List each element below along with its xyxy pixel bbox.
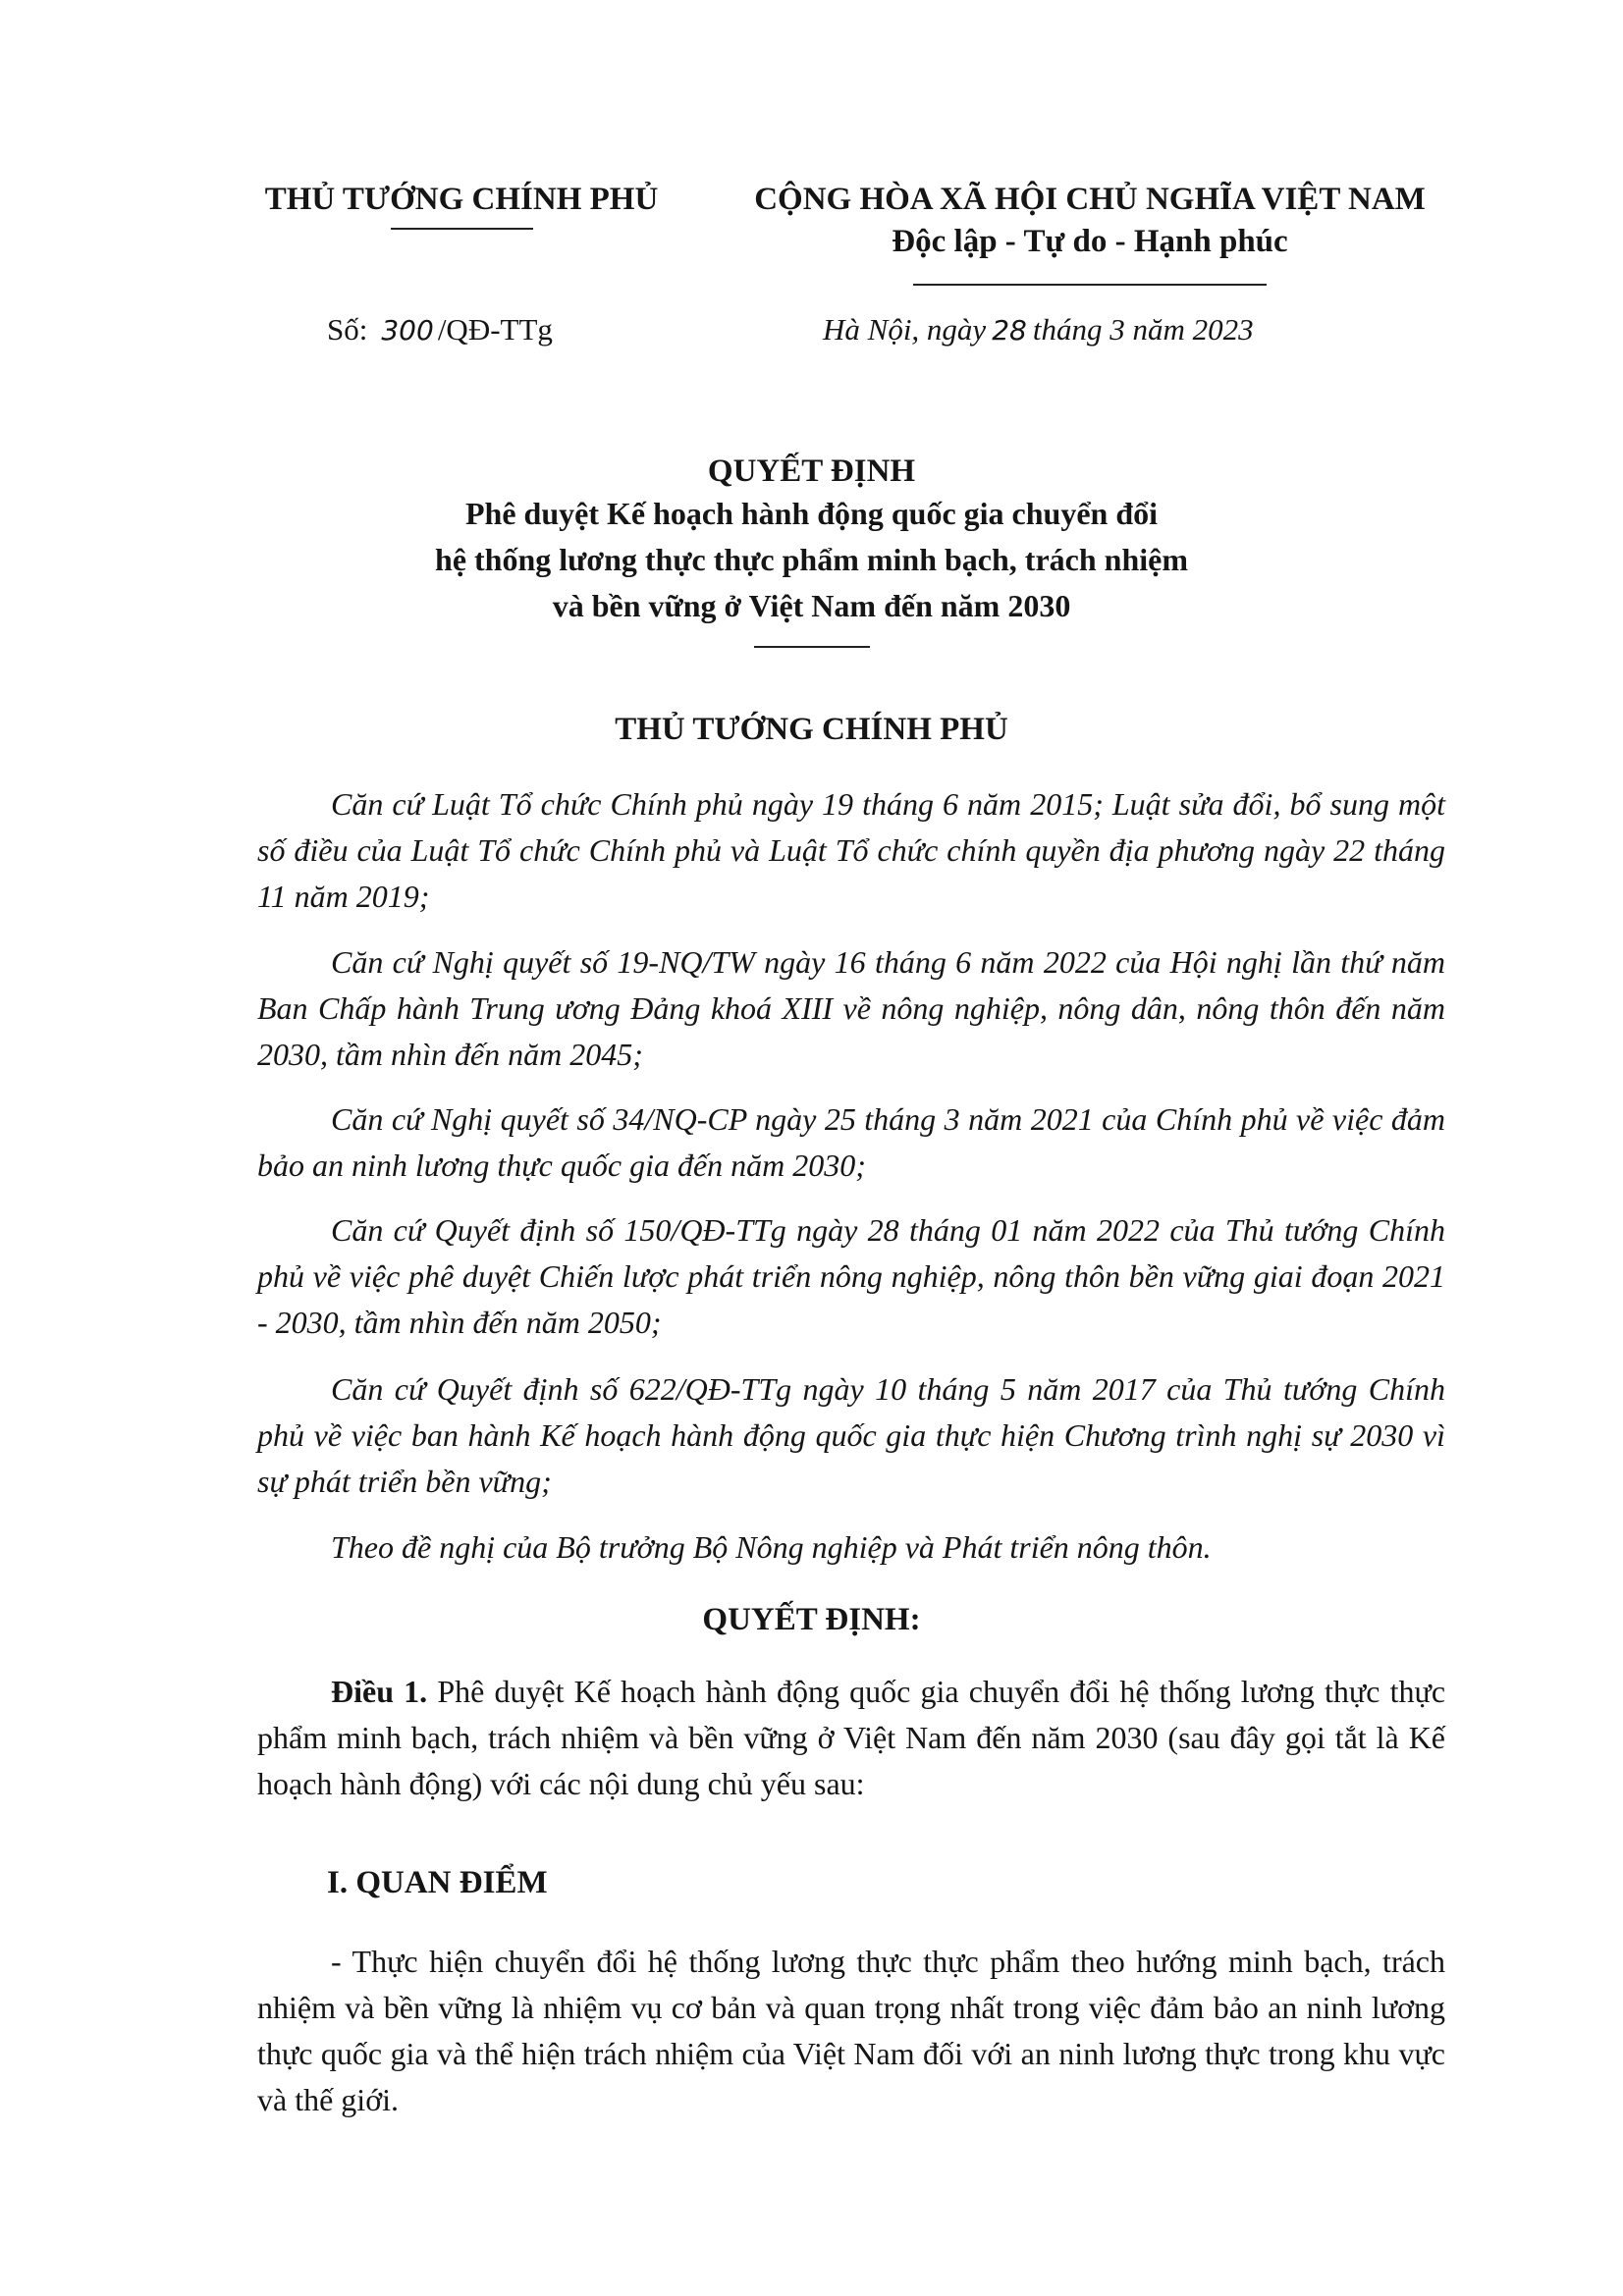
national-motto: Độc lập - Tự do - Hạnh phúc — [892, 224, 1288, 259]
number-suffix: /QĐ-TTg — [437, 312, 553, 347]
article-label: Điều 1. — [331, 1674, 428, 1709]
recital-5 — [257, 1366, 1445, 1505]
bullet-paragraph — [257, 1939, 1445, 2123]
recital-4 — [257, 1207, 1445, 1346]
date-suffix: tháng 3 năm 2023 — [1032, 312, 1254, 347]
date-day-handwritten: 28 — [992, 314, 1027, 347]
document-type: QUYẾT ĐỊNH — [707, 454, 916, 489]
date-prefix: Hà Nội, ngày — [823, 312, 987, 347]
issuing-agency-block — [241, 182, 682, 230]
country-name: CỘNG HÒA XÃ HỘI CHỦ NGHĨA VIỆT NAM — [754, 182, 1426, 217]
recital-6 — [257, 1524, 1445, 1571]
bullet-text: - Thực hiện chuyển đổi hệ thống lương thực thực phẩm theo hướng minh bạch, trách nhiệm và bền vững là nhiệm vụ cơ bản và quan trọng nhất trong việc đảm bảo an ninh lương thực quốc gia và thể hiện trách nhiệm của Việt Nam đối với an ninh lương thực trong khu vực và thế giới. — [257, 1944, 1445, 2117]
decision-heading: QUYẾT ĐỊNH: — [702, 1602, 921, 1637]
title-line-2: hệ thống lương thực thực phẩm minh bạch, trách nhiệm — [435, 542, 1188, 577]
recital-text: Căn cứ Luật Tổ chức Chính phủ ngày 19 tháng 6 năm 2015; Luật sửa đổi, bổ sung một số điều của Luật Tổ chức Chính phủ và Luật Tổ chức chính quyền địa phương ngày 22 tháng 11 năm 2019; — [257, 786, 1445, 914]
recital-text: Căn cứ Nghị quyết số 19-NQ/TW ngày 16 tháng 6 năm 2022 của Hội nghị lần thứ năm Ban Chấp hành Trung ương Đảng khoá XIII về nông nghiệp, nông dân, nông thôn đến năm 2030, tầm nhìn đến năm 2045; — [257, 944, 1445, 1072]
article-text: Phê duyệt Kế hoạch hành động quốc gia chuyển đổi hệ thống lương thực thực phẩm minh bạch, trách nhiệm và bền vững ở Việt Nam đến năm 2030 (sau đây gọi tắt là Kế hoạch hành động) với các nội dung chủ yếu sau: — [257, 1674, 1446, 1801]
title-underline — [754, 646, 870, 648]
recital-text: Căn cứ Quyết định số 150/QĐ-TTg ngày 28 tháng 01 năm 2022 của Thủ tướng Chính phủ về việc phê duyệt Chiến lược phát triển nông nghiệp, nông thôn bền vững giai đoạn 2021 - 2030, tầm nhìn đến năm 2050; — [257, 1212, 1445, 1340]
section-heading: I. QUAN ĐIỂM — [327, 1865, 548, 1900]
recital-1 — [257, 781, 1445, 920]
national-heading-block — [707, 182, 1473, 286]
recital-2 — [257, 939, 1445, 1078]
authority-heading: THỦ TƯỚNG CHÍNH PHỦ — [615, 712, 1008, 747]
recital-text: Căn cứ Nghị quyết số 34/NQ-CP ngày 25 tháng 3 năm 2021 của Chính phủ về việc đảm bảo an ninh lương thực quốc gia đến năm 2030; — [257, 1101, 1445, 1183]
motto-underline — [913, 284, 1267, 286]
recital-text: Theo đề nghị của Bộ trưởng Bộ Nông nghiệp và Phát triển nông thôn. — [331, 1529, 1212, 1565]
title-line-1: Phê duyệt Kế hoạch hành động quốc gia chuyển đổi — [464, 496, 1159, 531]
agency-underline — [391, 228, 533, 230]
recital-3 — [257, 1096, 1445, 1189]
document-date — [823, 312, 1254, 347]
article-1 — [257, 1669, 1445, 1807]
document-number — [327, 312, 553, 347]
issuing-agency: THỦ TƯỚNG CHÍNH PHỦ — [264, 182, 659, 217]
recital-text: Căn cứ Quyết định số 622/QĐ-TTg ngày 10 tháng 5 năm 2017 của Thủ tướng Chính phủ về việc ban hành Kế hoạch hành động quốc gia thực hiện Chương trình nghị sự 2030 vì sự phát triển bền vững; — [257, 1371, 1445, 1499]
title-line-3: và bền vững ở Việt Nam đến năm 2030 — [552, 588, 1071, 623]
decision-title-block — [226, 454, 1397, 648]
number-prefix: Số: — [327, 312, 368, 347]
number-handwritten: 300 — [381, 314, 434, 347]
